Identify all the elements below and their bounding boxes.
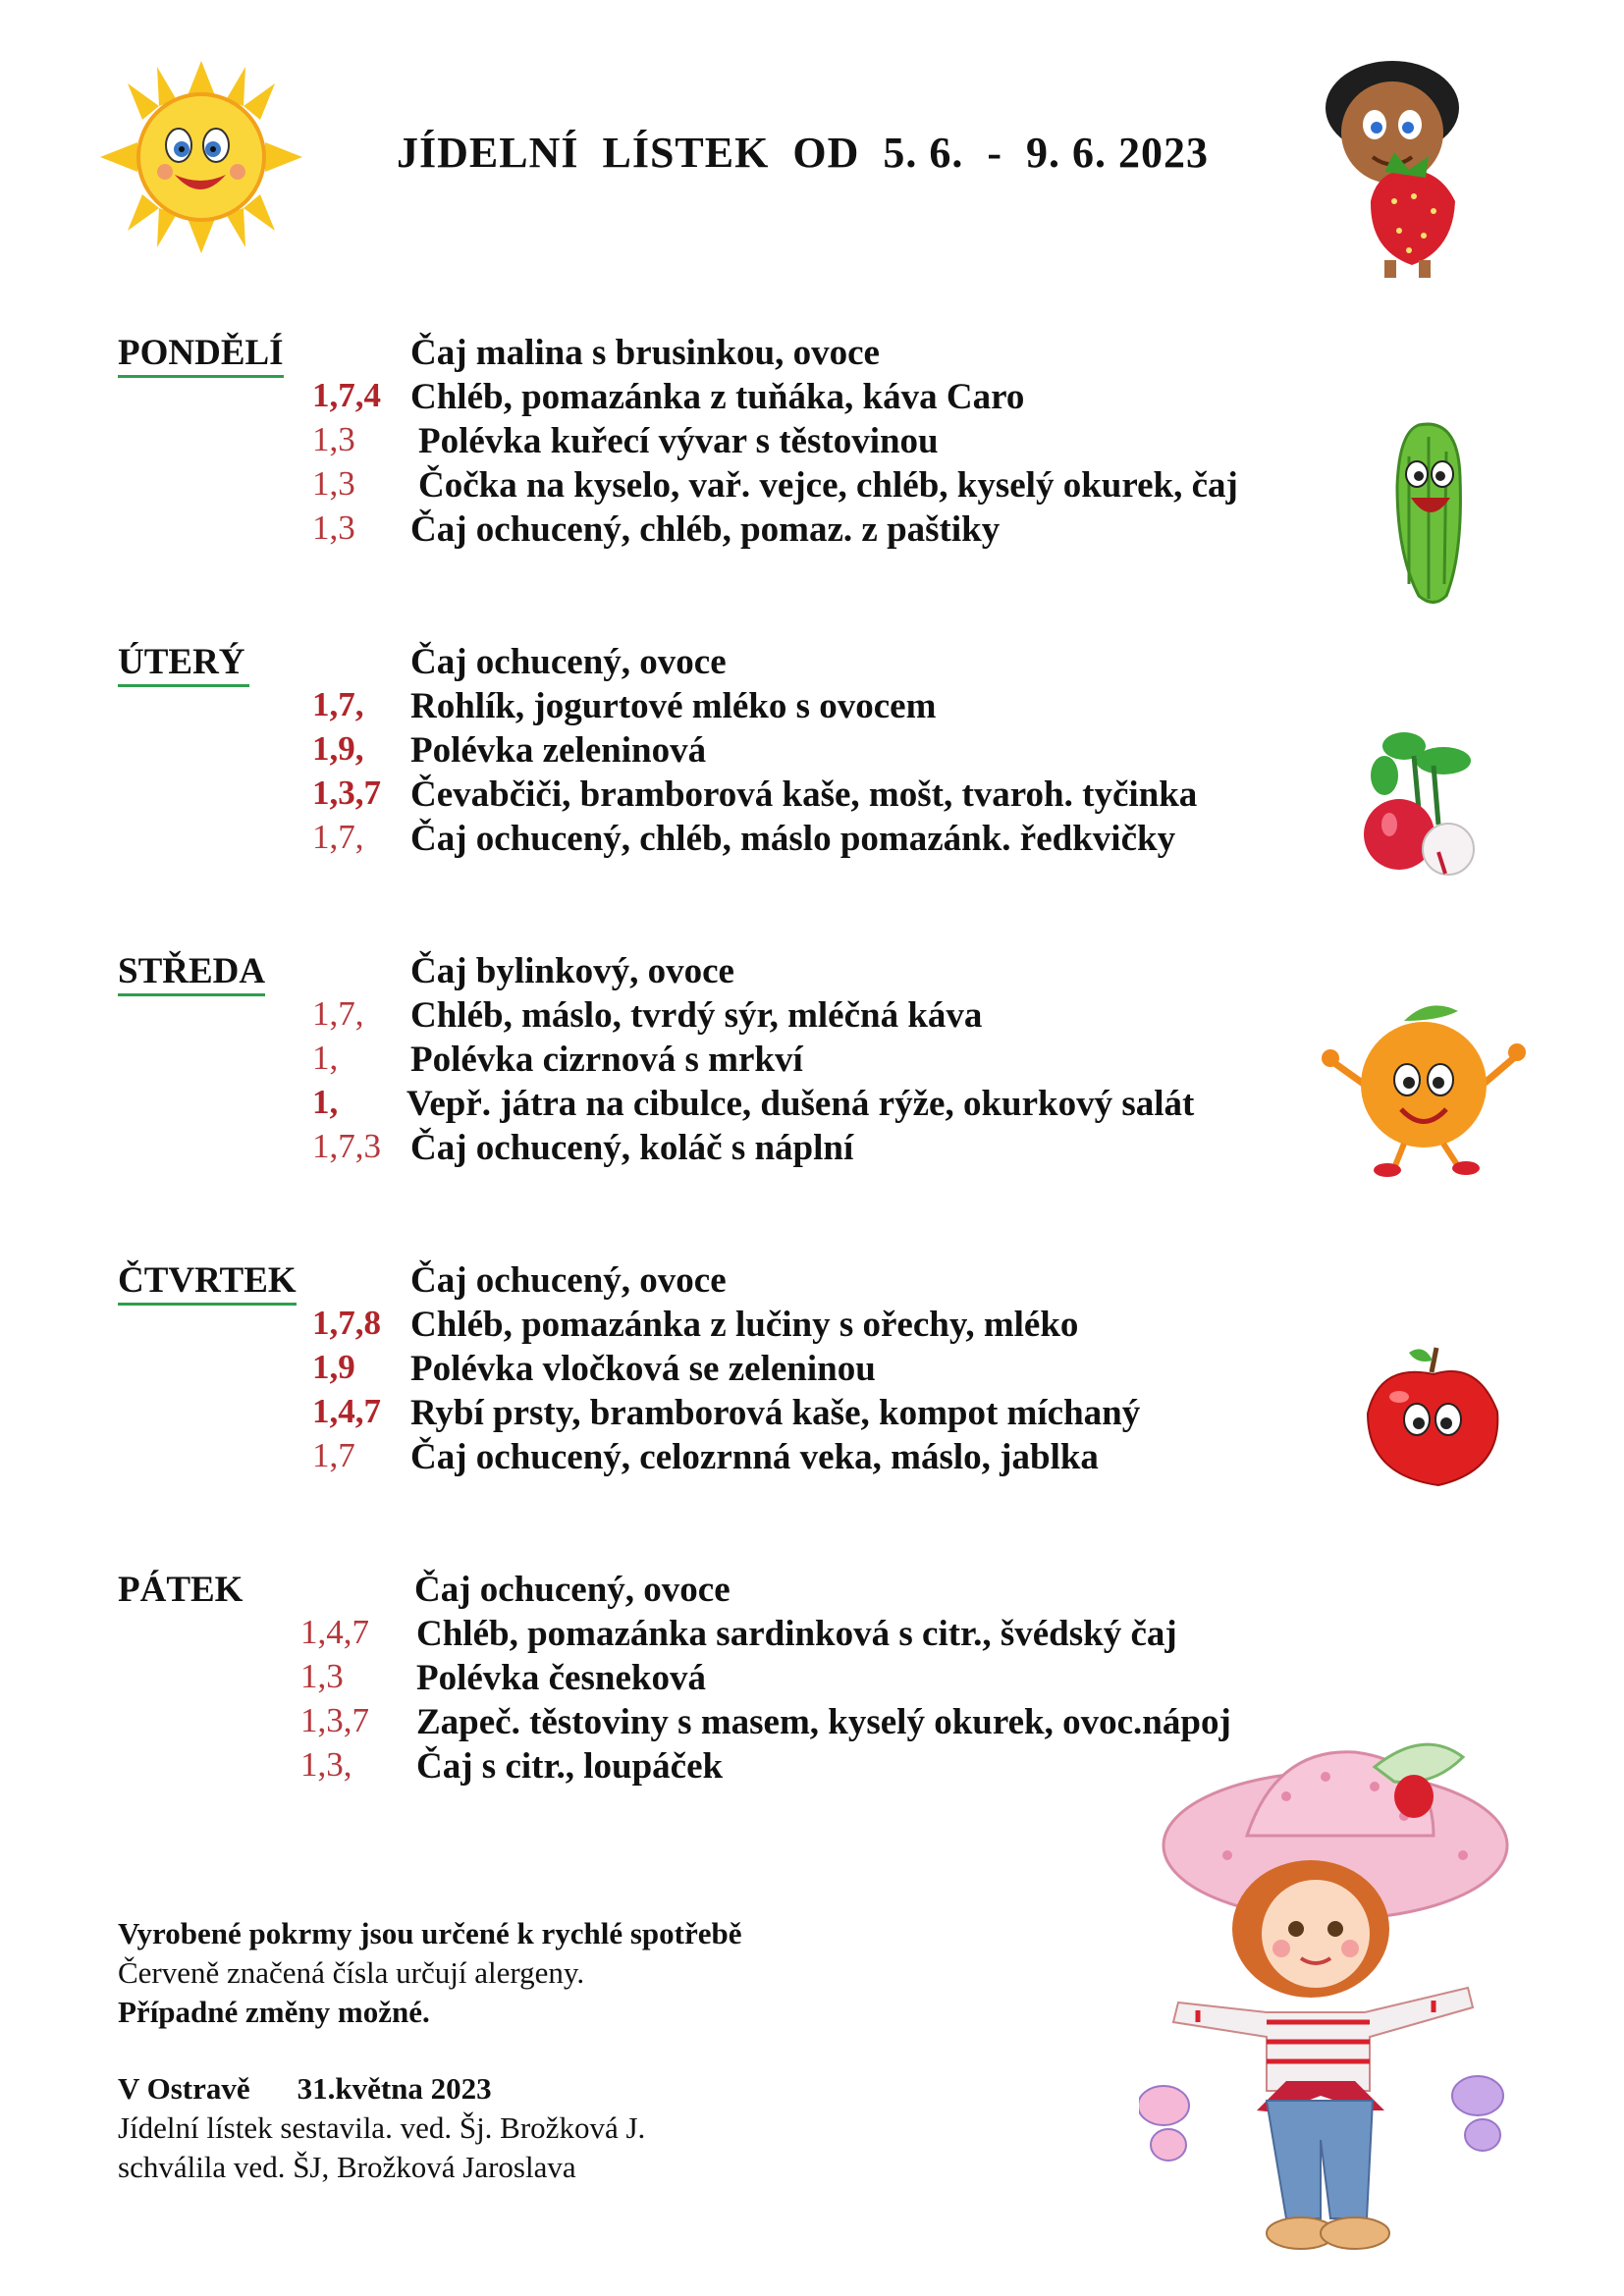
meal-text: Čaj ochucený, koláč s náplní: [410, 1128, 854, 1168]
allergen-numbers: 1,4,7: [300, 1613, 369, 1651]
radish-icon: [1345, 726, 1492, 883]
meal-text: Rybí prsty, bramborová kaše, kompot míchaný: [410, 1393, 1141, 1433]
allergen-numbers: 1,: [312, 1083, 339, 1121]
allergen-numbers: 1,4,7: [312, 1392, 381, 1430]
day-name: ÚTERÝ: [118, 641, 249, 687]
date: 31.května 2023: [297, 2071, 492, 2106]
meal-text: Polévka zeleninová: [410, 730, 707, 771]
meal-text: Čaj ochucený, ovoce: [414, 1570, 731, 1610]
meal-text: Čaj bylinkový, ovoce: [410, 951, 734, 991]
allergen-numbers: 1,7,3: [312, 1127, 381, 1165]
place-date: [118, 2069, 645, 2109]
allergen-numbers: 1,3: [312, 420, 355, 458]
meal-text: Čočka na kyselo, vař. vejce, chléb, kyselý okurek, čaj: [418, 465, 1238, 506]
day-name: PONDĚLÍ: [118, 332, 284, 378]
sun-icon: [98, 59, 304, 255]
allergen-numbers: 1,7,: [312, 685, 364, 723]
meal-text: Zapeč. těstoviny s masem, kyselý okurek, ovoc.nápoj: [416, 1702, 1231, 1742]
approved-by: schválila ved. ŠJ, Brožková Jaroslava: [118, 2150, 576, 2184]
meal-text: Čevabčiči, bramborová kaše, mošt, tvaroh. tyčinka: [410, 774, 1198, 815]
allergen-numbers: 1,3: [312, 464, 355, 503]
meal-text: Chléb, máslo, tvrdý sýr, mléčná káva: [410, 995, 983, 1036]
meal-text: Čaj ochucený, ovoce: [410, 1260, 727, 1301]
signature-block: [118, 2069, 645, 2187]
meal-text: Vepř. játra na cibulce, dušená rýže, okurkový salát: [406, 1084, 1195, 1124]
allergen-numbers: 1,3,7: [312, 774, 381, 812]
meal-text: Rohlík, jogurtové mléko s ovocem: [410, 686, 937, 726]
meal-text: Chléb, pomazánka z lučiny s ořechy, mléko: [410, 1305, 1079, 1345]
allergen-numbers: 1,7,: [312, 818, 364, 856]
note-freshness: Vyrobené pokrmy jsou určené k rychlé spotřebě: [118, 1916, 742, 1950]
allergen-numbers: 1,3: [300, 1657, 344, 1695]
meal-text: Čaj s citr., loupáček: [416, 1746, 724, 1787]
meal-text: Polévka kuřecí vývar s těstovinou: [418, 421, 939, 461]
allergen-numbers: 1,: [312, 1039, 339, 1077]
meal-text: Čaj ochucený, chléb, máslo pomazánk. ředkvičky: [410, 819, 1176, 859]
day-name: STŘEDA: [118, 950, 265, 996]
meal-text: Chléb, pomazánka z tuňáka, káva Caro: [410, 377, 1025, 417]
day-name: PÁTEK: [118, 1570, 244, 1610]
meal-text: Polévka cizrnová s mrkví: [410, 1040, 803, 1080]
meal-text: Čaj ochucený, chléb, pomaz. z paštiky: [410, 509, 1001, 550]
meal-text: Čaj ochucený, celozrnná veka, máslo, jablka: [410, 1437, 1099, 1477]
meal-text: Polévka česneková: [416, 1658, 706, 1698]
meal-text: Čaj malina s brusinkou, ovoce: [410, 333, 880, 373]
note-allergens: Červeně značená čísla určují alergeny.: [118, 1955, 585, 1990]
note-changes: Případné změny možné.: [118, 1995, 430, 2029]
place: V Ostravě: [118, 2071, 250, 2106]
meal-text: Chléb, pomazánka sardinková s citr., švédský čaj: [416, 1614, 1177, 1654]
allergen-numbers: 1,7: [312, 1436, 355, 1474]
allergen-numbers: 1,7,4: [312, 376, 381, 414]
allergen-numbers: 1,9,: [312, 729, 364, 768]
allergen-numbers: 1,3: [312, 508, 355, 547]
allergen-numbers: 1,9: [312, 1348, 355, 1386]
boy-strawberry-icon: [1316, 54, 1483, 280]
strawberry-girl-illustration: [1139, 1728, 1542, 2277]
allergen-numbers: 1,3,7: [300, 1701, 369, 1739]
meal-text: Čaj ochucený, ovoce: [410, 642, 727, 682]
meal-text: Polévka vločková se zeleninou: [410, 1349, 876, 1389]
compiled-by: Jídelní lístek sestavila. ved. Šj. Brožková J.: [118, 2110, 646, 2145]
cucumber-icon: [1380, 417, 1478, 609]
notes: [118, 1914, 741, 2032]
apple-icon: [1360, 1343, 1507, 1490]
allergen-numbers: 1,3,: [300, 1745, 352, 1784]
orange-icon: [1321, 991, 1527, 1178]
menu-title: JÍDELNÍ LÍSTEK OD 5. 6. - 9. 6. 2023: [397, 129, 1210, 177]
allergen-numbers: 1,7,8: [312, 1304, 381, 1342]
allergen-numbers: 1,7,: [312, 994, 364, 1033]
day-name: ČTVRTEK: [118, 1259, 297, 1306]
